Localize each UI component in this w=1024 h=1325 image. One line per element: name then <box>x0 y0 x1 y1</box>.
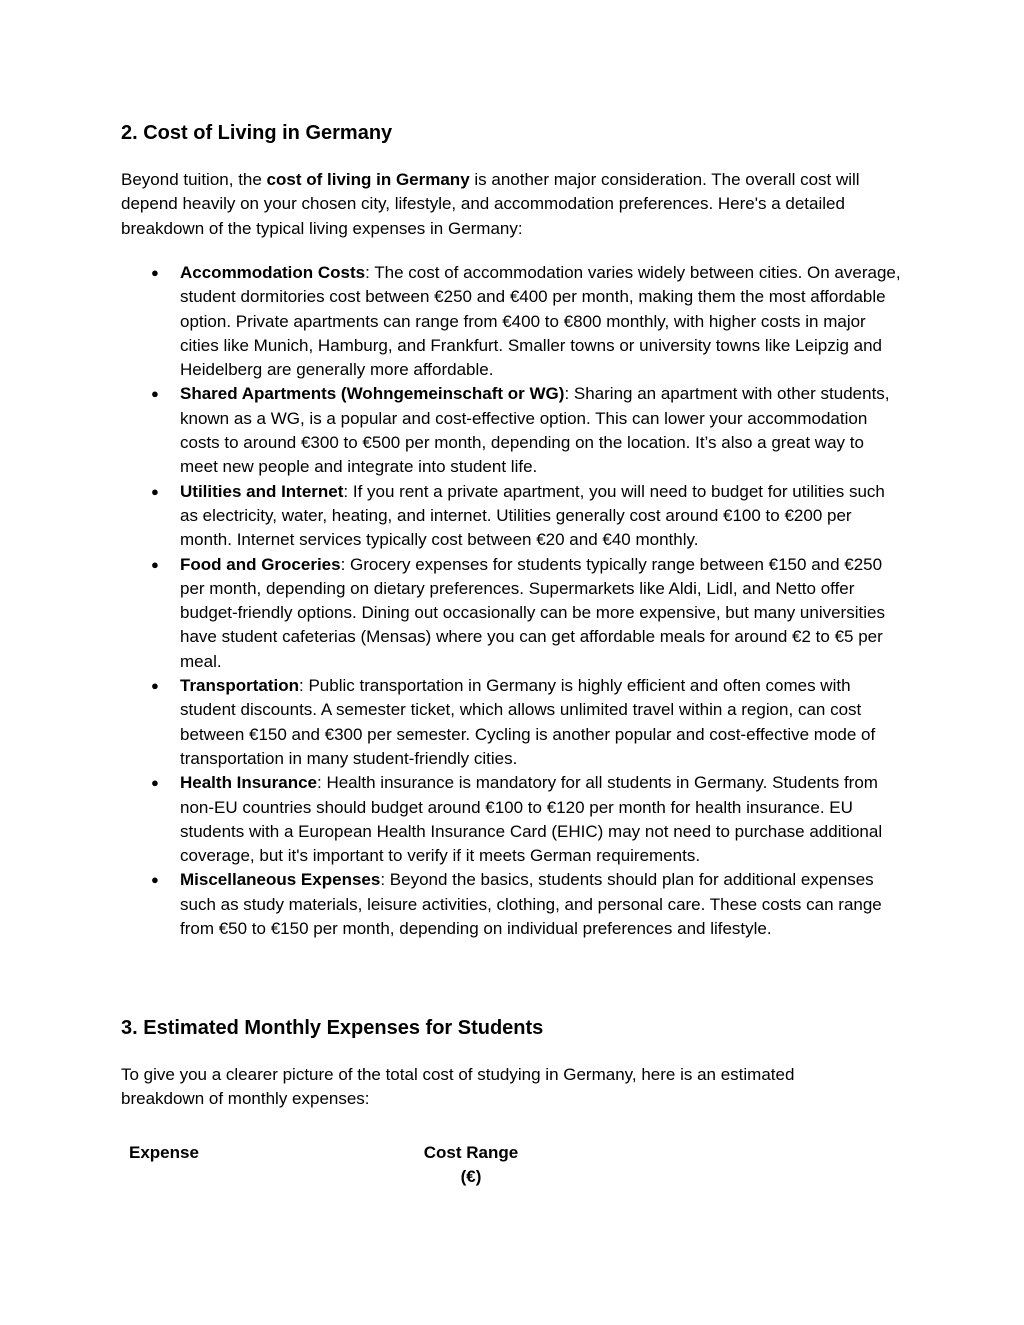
intro-text-after: is another major consideration. The overall cost will depend heavily on your chosen city, lifestyle, and accommodation preferences. Here's a detailed breakdown of the typical living expenses in Germany: <box>121 170 860 238</box>
list-item-accommodation <box>121 261 903 382</box>
bullet-icon: ● <box>151 386 159 402</box>
table-header-expense: Expense <box>129 1143 199 1162</box>
list-item-food <box>121 553 903 674</box>
list-item-title: Health Insurance <box>180 773 317 793</box>
bullet-icon: ● <box>151 872 159 888</box>
list-item-title: Miscellaneous Expenses <box>180 870 381 890</box>
bullet-icon: ● <box>151 775 159 791</box>
bullet-icon: ● <box>151 678 159 694</box>
list-item-text: : Grocery expenses for students typically range between €150 and €250 per month, depending on dietary preferences. Supermarkets like Aldi, Lidl, and Netto offer budget-friendly options. Dining out occasionally can be more expensive, but many universities have student cafeterias (Mensas) where you can get affordable meals for around €2 to €5 per meal. <box>180 554 885 671</box>
intro-text-before: Beyond tuition, the <box>121 170 267 189</box>
list-item-text: : The cost of accommodation varies widely between cities. On average, student dormitories cost between €250 and €400 per month, making them the most affordable option. Private apartments can range from €400 to €800 monthly, with higher costs in major cities like Munich, Hamburg, and Frankfurt. Smaller towns or university towns like Leipzig and Heidelberg are generally more affordable. <box>180 263 901 380</box>
list-item-transportation <box>121 674 903 771</box>
list-item-text: : Beyond the basics, students should plan for additional expenses such as study materials, leisure activities, clothing, and personal care. These costs can range from €50 to €150 per month, depending on individual preferences and lifestyle. <box>180 870 882 939</box>
intro-text-bold: cost of living in Germany <box>266 170 470 189</box>
list-item-title: Food and Groceries <box>180 554 341 574</box>
list-item-title: Accommodation Costs <box>180 263 366 282</box>
list-item-text: : Public transportation in Germany is highly efficient and often comes with student discounts. A semester ticket, which allows unlimited travel within a region, can cost between €150 and €300 per semester. Cycling is another popular and cost-effective mode of transportation in many student-friendly cities. <box>180 676 876 768</box>
table-header-cost-range-line1: Cost Range <box>423 1143 519 1162</box>
bullet-icon: ● <box>151 483 159 499</box>
living-expenses-list <box>121 261 903 941</box>
list-item-text: : If you rent a private apartment, you will need to budget for utilities such as electricity, water, heating, and internet. Utilities generally cost around €100 to €200 per month. Internet services typically cost between €20 and €40 monthly. <box>180 481 885 550</box>
section-heading-monthly-expenses: 3. Estimated Monthly Expenses for Students <box>121 1017 544 1039</box>
list-item-utilities <box>121 480 903 553</box>
list-item-miscellaneous <box>121 868 903 941</box>
section-heading-cost-of-living: 2. Cost of Living in Germany <box>121 122 393 144</box>
monthly-expenses-intro: To give you a clearer picture of the total cost of studying in Germany, here is an estimated breakdown of monthly expenses: <box>121 1065 795 1109</box>
cost-of-living-intro <box>121 168 901 241</box>
list-item-title: Utilities and Internet <box>180 481 344 501</box>
list-item-title: Shared Apartments (Wohngemeinschaft or WG) <box>180 384 565 404</box>
list-item-text: : Sharing an apartment with other students, known as a WG, is a popular and cost-effective option. This can lower your accommodation costs to around €300 to €500 per month, depending on the location. It’s also a great way to meet new people and integrate into student life. <box>180 384 890 477</box>
table-header-cost-range-line2: (€) <box>460 1167 482 1187</box>
list-item-health-insurance <box>121 771 903 868</box>
bullet-icon: ● <box>151 556 159 572</box>
list-item-text: : Health insurance is mandatory for all students in Germany. Students from non-EU countries should budget around €100 to €120 per month for health insurance. EU students with a European Health Insurance Card (EHIC) may not need to purchase additional coverage, but it's important to verify if it meets German requirements. <box>180 773 883 866</box>
table-header-cost-range <box>411 1141 531 1190</box>
list-item-shared-apartments <box>121 382 903 479</box>
bullet-icon: ● <box>151 265 159 280</box>
list-item-title: Transportation <box>180 676 300 696</box>
